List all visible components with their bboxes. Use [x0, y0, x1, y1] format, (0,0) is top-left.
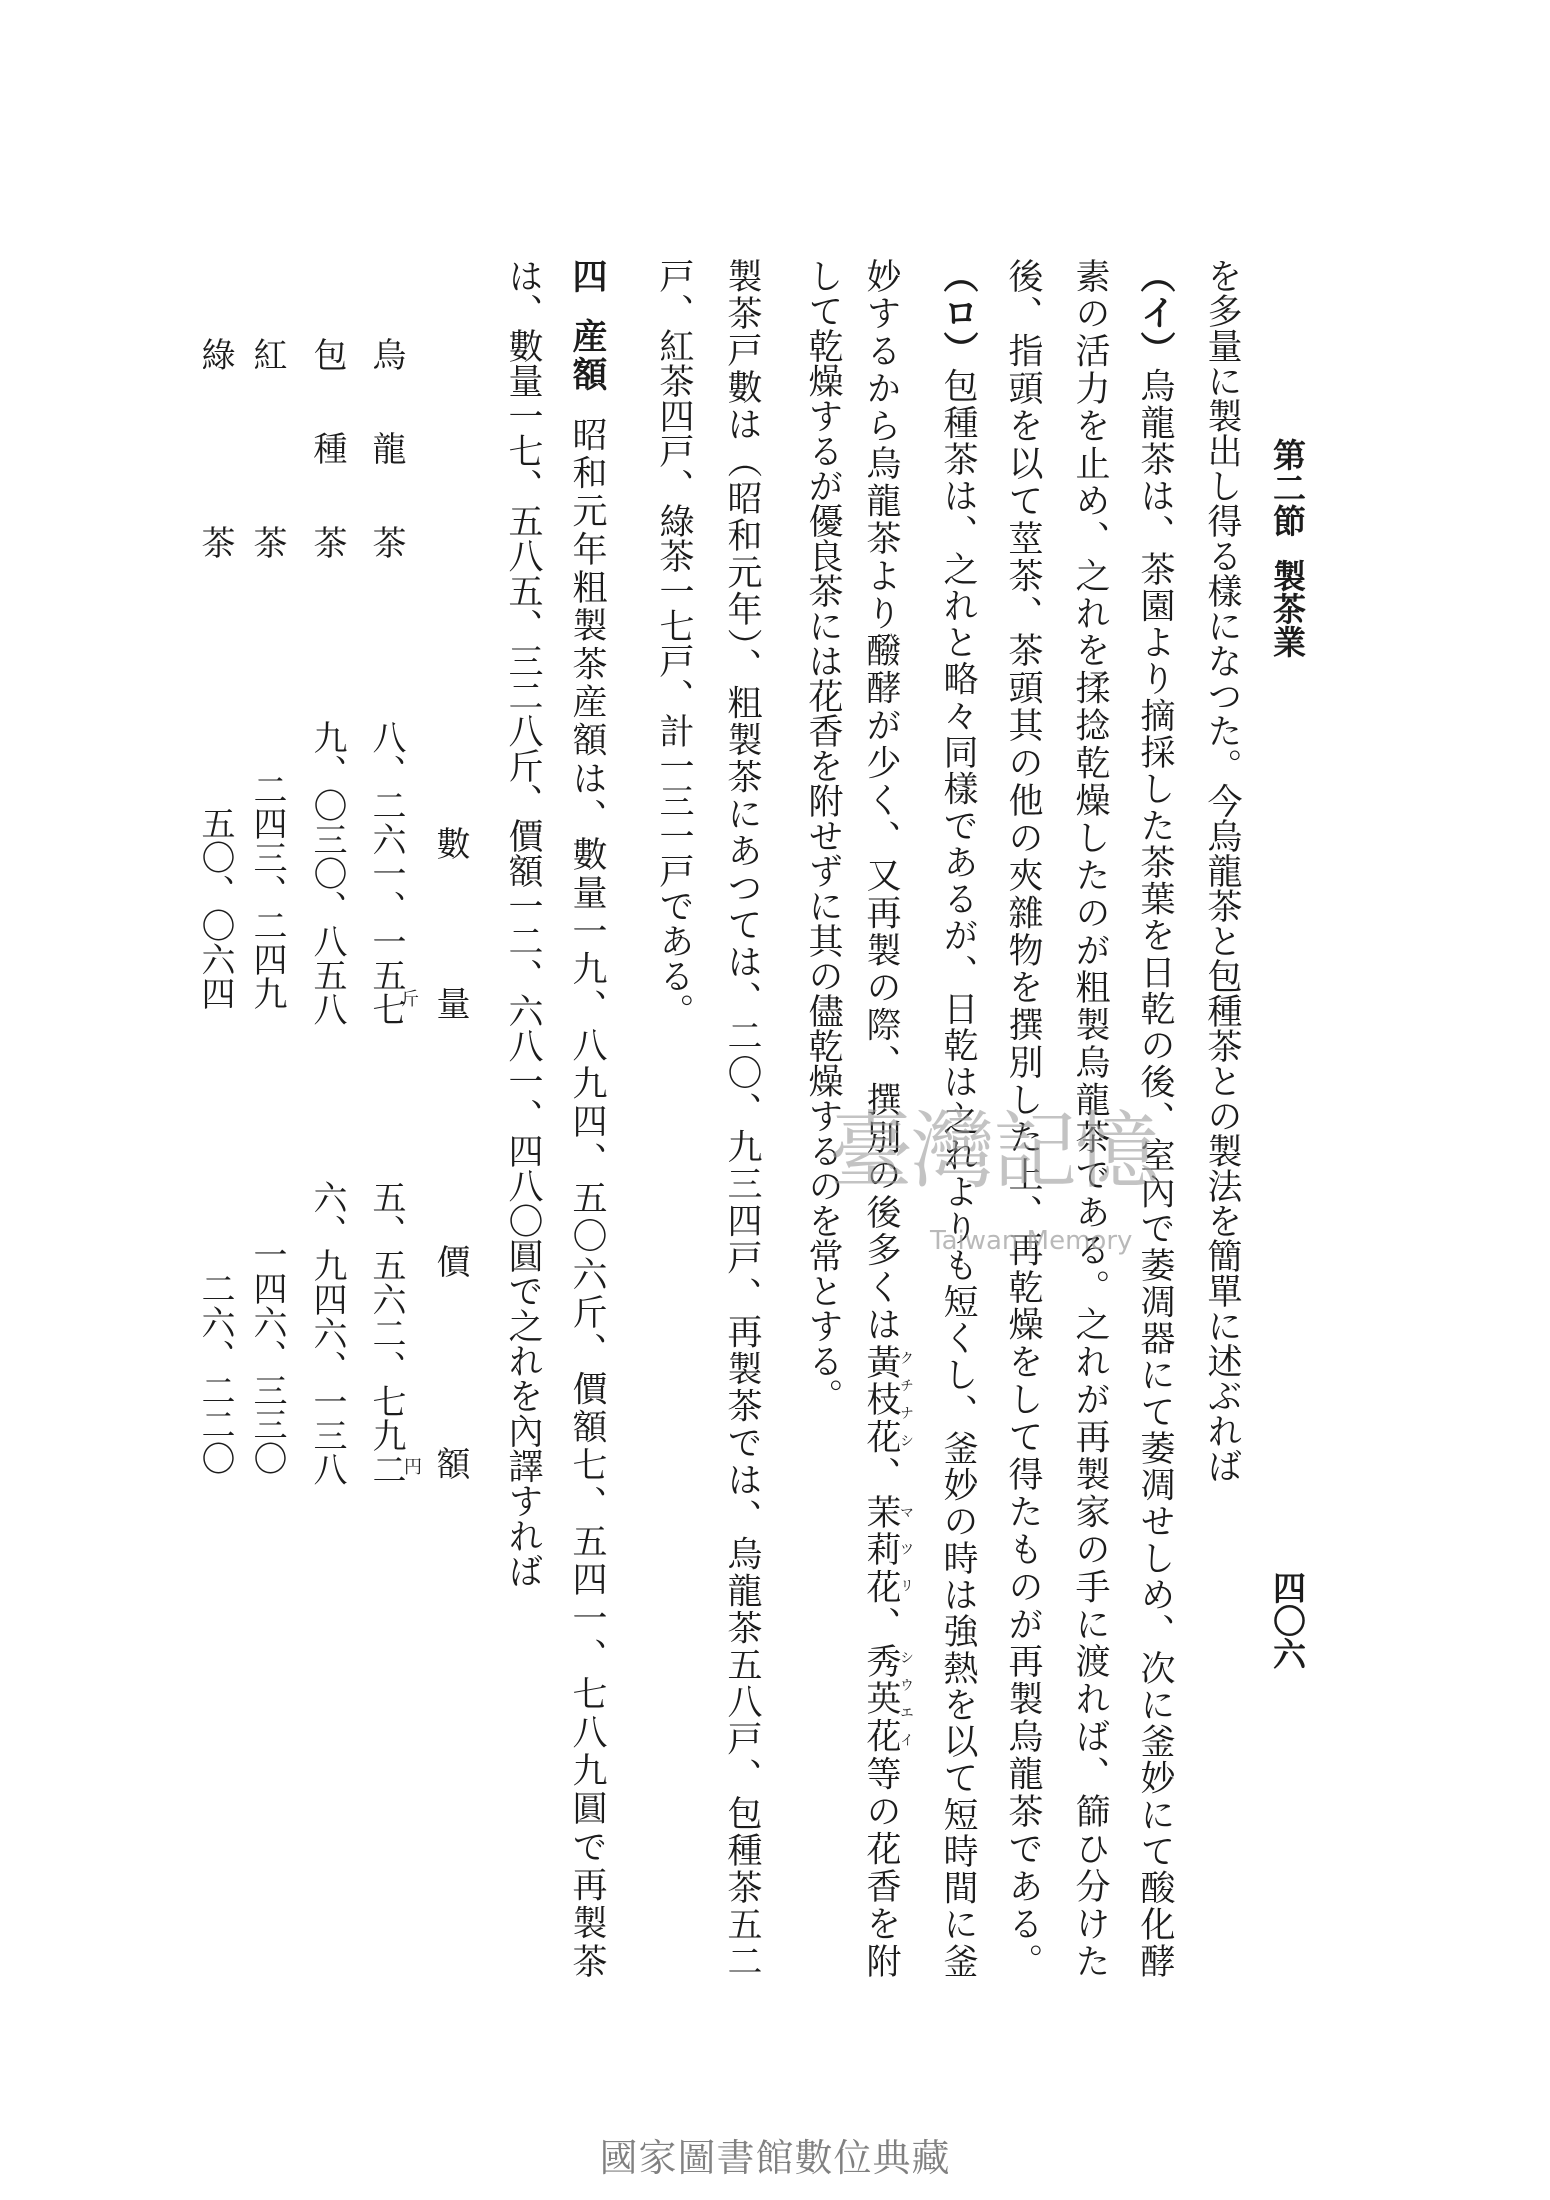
text-line-7: して乾燥するが優良茶には花香を附せずに其の儘乾燥するのを常とする。 — [803, 258, 843, 1413]
ruby-reading: シウエイ — [898, 1643, 914, 1754]
unit-jin: 斤 — [401, 989, 419, 1010]
text-line-9: 戸、紅茶四戸、綠茶一七戸、計一三一戸である。 — [654, 258, 694, 1028]
section-heading: 産額 — [567, 318, 608, 395]
text-line-8: 製茶戸數は（昭和元年）、粗製茶にあつては、二〇、九三四戸、再製茶では、烏龍茶五八戸、包種茶五二 — [722, 258, 762, 1978]
ruby-gardenia — [861, 1343, 914, 1457]
table-header-value: 價額 — [430, 1244, 470, 1480]
ruby-base: 茉莉花 — [861, 1493, 901, 1607]
watermark-subtext: Taiwan Memory — [930, 1226, 1133, 1256]
text-line-1: を多量に製出し得る樣になつた。今烏龍茶と包種茶との製法を簡單に述ぶれば — [1202, 258, 1242, 1483]
separator: 、 — [861, 1606, 901, 1644]
row-label: 烏龍茶 — [366, 337, 406, 559]
text-line-11: は、數量一七、五八五、三二八斤、價額一二、六八一、四八〇圓で之れを內譯すれば — [503, 258, 543, 1588]
value-cell: 二六、二二〇 — [195, 1271, 235, 1475]
unit-yen: 円 — [404, 1457, 422, 1478]
quantity-cell: 五〇、〇六四 — [195, 806, 235, 1010]
ruby-reading: クチナシ — [898, 1343, 914, 1454]
row-label: 紅茶 — [247, 337, 287, 559]
text-line-5-body: 包種茶は、之れと略々同樣であるが、日乾は之れよりも短くし、釜妙の時は強熱を以て短時間に釜 — [938, 367, 978, 1979]
text-line-10-body: 昭和元年粗製茶産額は、數量一九、八九四、五〇六斤、價額七、五四一、七八九圓で再製茶 — [567, 416, 607, 1979]
ruby-base: 黃枝花 — [861, 1343, 901, 1457]
text-line-6-after: 等の花香を附 — [861, 1755, 901, 1979]
ruby-base: 秀英花 — [861, 1643, 901, 1756]
chapter-title: 製茶業 — [1268, 559, 1307, 658]
section-number: 四 — [567, 258, 608, 297]
row-label: 包種茶 — [307, 337, 347, 559]
item-marker-i: （イ） — [1135, 258, 1176, 368]
ruby-reading: マツリ — [898, 1493, 914, 1604]
separator: 、 — [861, 1456, 901, 1494]
running-header — [1262, 438, 1312, 658]
value-cell: 一四六、三三〇 — [247, 1237, 287, 1475]
text-line-2-body: 烏龍茶は、茶園より摘採した茶葉を日乾の後、室內で萎凋器にて萎凋せしめ、次に釜妙にて酸化酵 — [1135, 367, 1175, 1979]
table-header-quantity: 數量 — [430, 826, 470, 1020]
text-line-4: 後、指頭を以て莖茶、茶頭其の他の夾雜物を撰別した上、再乾燥をして得たものが再製烏龍茶である。 — [1003, 258, 1043, 1978]
item-marker-ro: （ロ） — [938, 258, 979, 368]
ruby-shuying — [861, 1643, 914, 1756]
quantity-cell: 九、〇三〇、八五八 — [307, 720, 347, 1026]
value-cell: 五、五六二、七九二 — [366, 1180, 406, 1486]
ruby-jasmine — [861, 1493, 914, 1607]
quantity-cell: 二四三、二四九 — [247, 772, 287, 1010]
section-label: 第二節 — [1268, 438, 1307, 537]
quantity-cell: 八、二六一、一五七 — [366, 720, 406, 1026]
page-number: 四〇六 — [1268, 1571, 1307, 1670]
row-label: 綠茶 — [195, 337, 235, 559]
library-credit: 國家圖書館數位典藏 — [599, 2136, 951, 2180]
text-line-10 — [562, 258, 612, 1978]
text-line-6-before: 妙するから烏龍茶より醱酵が少く、又再製の際、撰別の後多くは — [861, 258, 901, 1344]
value-cell: 六、九四六、一三八 — [307, 1180, 347, 1486]
watermark-text: 臺灣記憶 — [829, 1102, 1158, 1200]
text-line-3: 素の活力を止め、之れを揉捻乾燥したのが粗製烏龍茶である。之れが再製家の手に渡れば、篩ひ分けた — [1070, 258, 1110, 1979]
